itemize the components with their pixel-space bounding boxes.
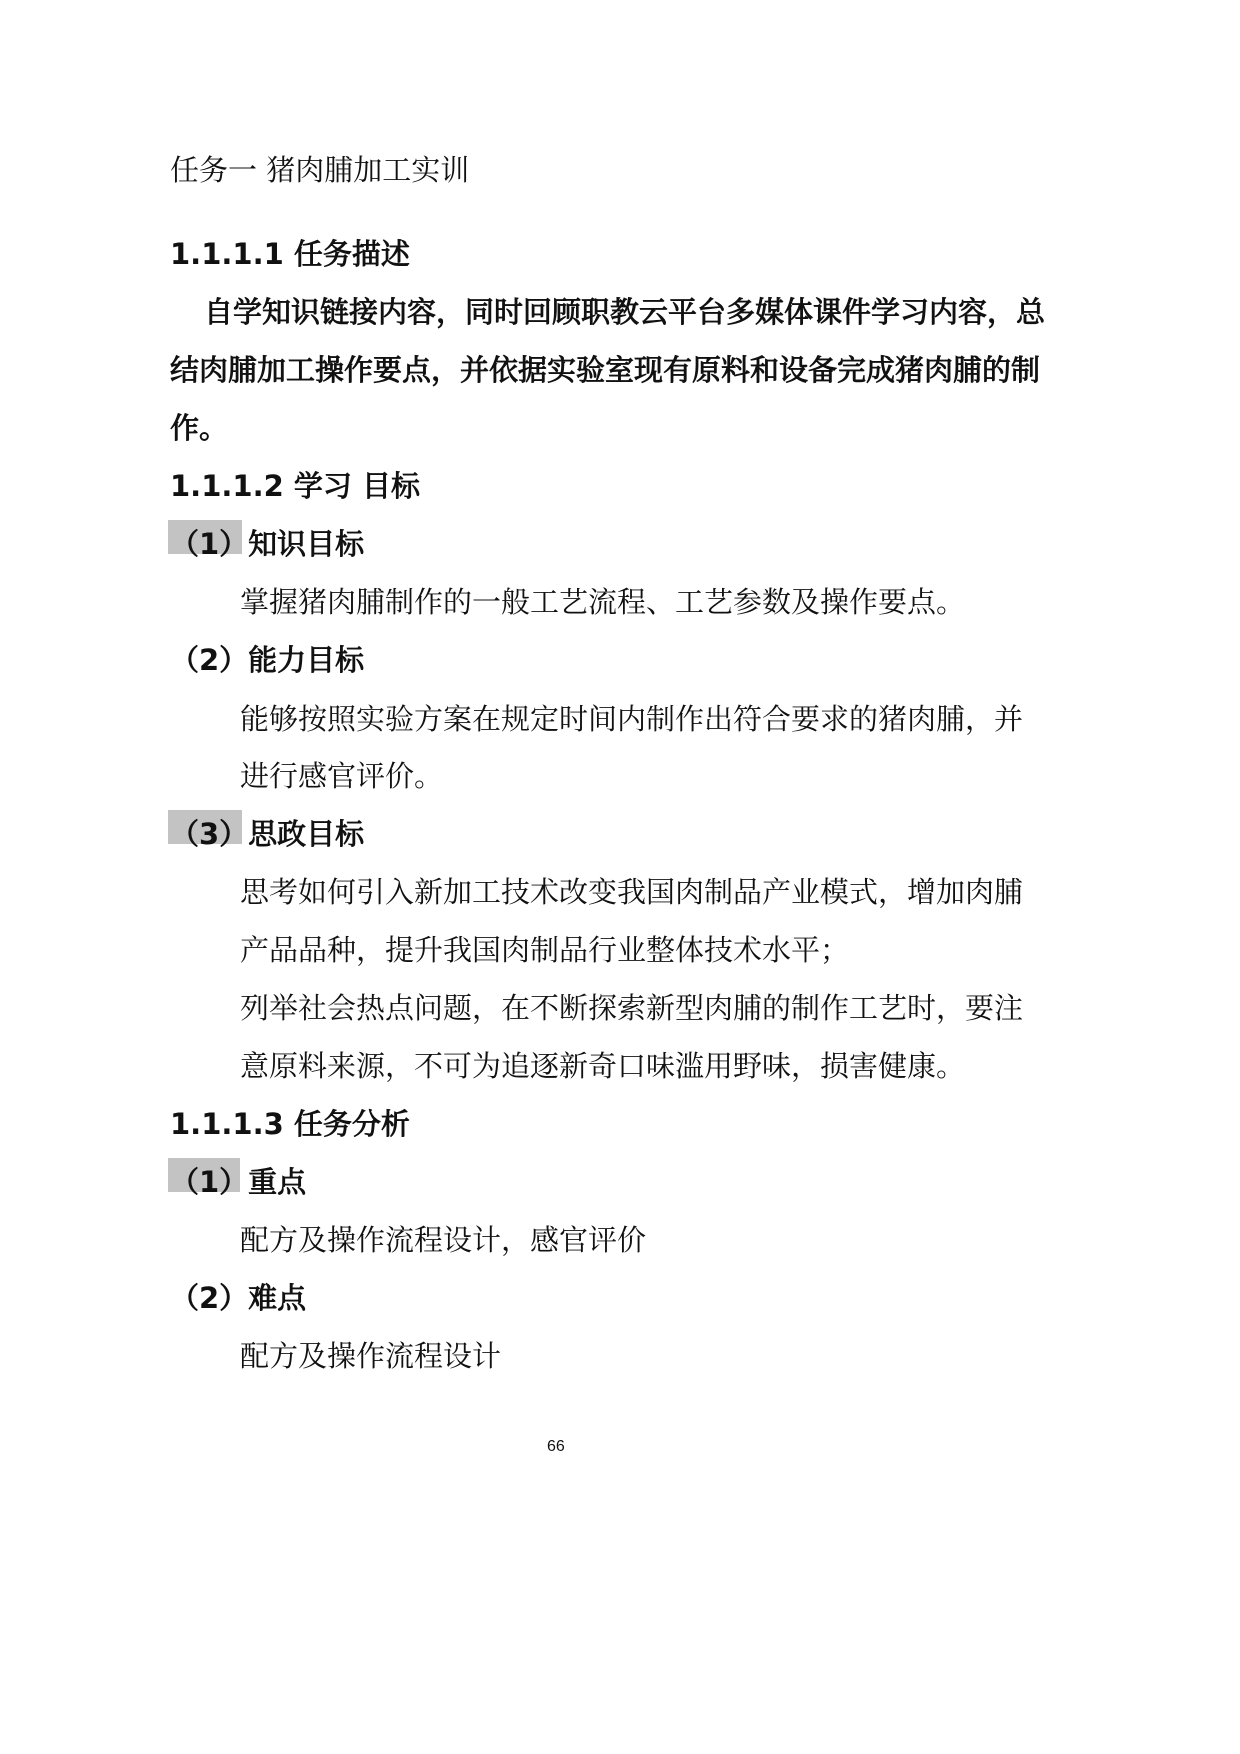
section-heading-task-analysis: 1.1.1.3 任务分析 [170,1107,410,1141]
knowledge-goal-label: （1）知识目标 [170,527,365,561]
ideology-goal-line-2: 产品品种，提升我国肉制品行业整体技术水平； [240,933,850,967]
ability-goal-line-1: 能够按照实验方案在规定时间内制作出符合要求的猪肉脯，并 [240,702,1024,736]
ideology-goal-label: （3）思政目标 [170,817,365,851]
description-line-2: 结肉脯加工操作要点，并依据实验室现有原料和设备完成猪肉脯的制 [170,353,1041,387]
description-line-3: 作。 [170,411,229,445]
section-heading-task-description: 1.1.1.1 任务描述 [170,237,410,271]
section-heading-learning-goals: 1.1.1.2 学习 目标 [170,469,420,503]
difficulty-label: （2）难点 [170,1281,307,1315]
ideology-goal-line-1: 思考如何引入新加工技术改变我国肉制品产业模式，增加肉脯 [240,875,1024,909]
difficulty-text: 配方及操作流程设计 [240,1339,502,1373]
knowledge-goal-text: 掌握猪肉脯制作的一般工艺流程、工艺参数及操作要点。 [240,585,966,619]
ability-goal-line-2: 进行感官评价。 [240,759,444,793]
page-number: 66 [547,1438,565,1455]
description-line-1: 自学知识链接内容，同时回顾职教云平台多媒体课件学习内容，总 [204,295,1046,329]
ideology-goal-line-3: 列举社会热点问题，在不断探索新型肉脯的制作工艺时，要注 [240,991,1024,1025]
key-point-label: （1）重点 [170,1165,307,1199]
ability-goal-label: （2）能力目标 [170,643,365,677]
ideology-goal-line-4: 意原料来源，不可为追逐新奇口味滥用野味，损害健康。 [240,1049,966,1083]
key-point-text: 配方及操作流程设计，感官评价 [240,1223,647,1257]
page-title: 任务一 猪肉脯加工实训 [170,153,470,187]
